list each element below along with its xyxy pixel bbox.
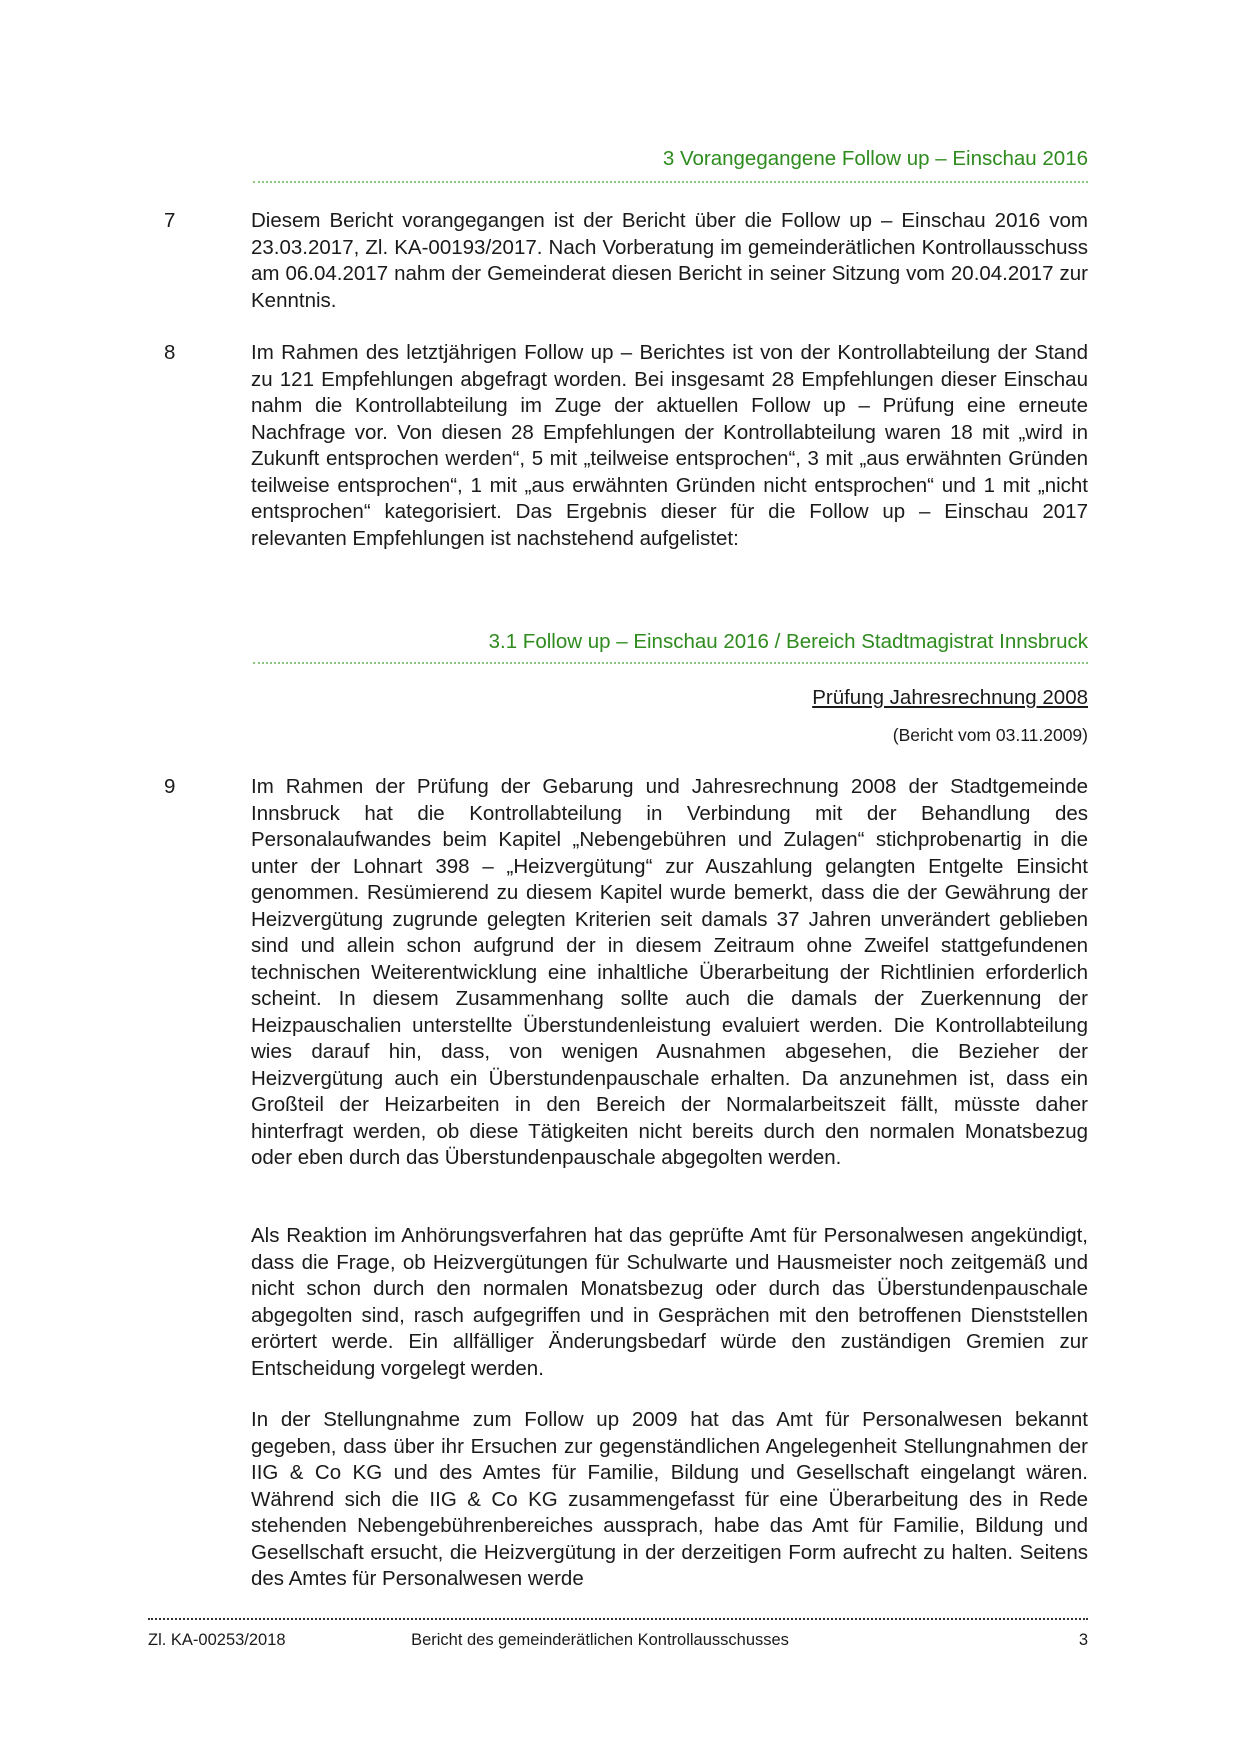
paragraph-9-text: Im Rahmen der Prüfung der Gebarung und Jahresrechnung 2008 der Stadtgemeinde Innsbruck hat die Kontrollabteilung in Verbindung mit der Behandlung des Personalaufwandes beim Kapitel „Nebengebühren und Zulagen“ stichprobenartig in die unter der Lohnart 398 – „Heizvergütung“ zur Auszahlung gelangten Entgelte Einsicht genommen. Resümierend zu diesem Kapitel wurde bemerkt, dass die der Gewährung der Heizvergütung zugrunde gelegten Kriterien seit damals 37 Jahren unverändert geblieben sind und allein schon aufgrund der in diesem Zeitraum ohne Zweifel stattgefundenen technischen Weiterentwicklung eine inhaltliche Überarbeitung der Richtlinien erforderlich scheint. In diesem Zusammenhang sollte auch die damals der Zuerkennung der Heizpauschalien unterstellte Überstundenleistung evaluiert werden. Die Kontrollabteilung wies darauf hin, dass, von wenigen Ausnahmen abgesehen, die Bezieher der Heizvergütung auch ein Überstundenpauschale erhalten. Da anzunehmen ist, dass ein Großteil der Heizarbeiten in den Bereich der Normalarbeitszeit fällt, müsste daher hinterfragt werden, ob diese Tätigkeiten nicht bereits durch den normalen Monatsbezug oder eben durch das Überstundenpauschale abgegolten werden.	[251, 775, 1088, 1169]
report-date-note: (Bericht vom 03.11.2009)	[892, 725, 1088, 745]
footer-rule	[148, 1618, 1088, 1620]
section-heading-3: 3 Vorangegangene Follow up – Einschau 2016	[662, 147, 1088, 170]
paragraph-statement-text: In der Stellungnahme zum Follow up 2009 hat das Amt für Personalwesen bekannt gegeben, dass über ihr Ersuchen zur gegenständlichen Angelegenheit Stellungnahmen der IIG & Co KG und des Amtes für Familie, Bildung und Gesellschaft eingelangt wären. Während sich die IIG & Co KG zusammengefasst für eine Überarbeitung des in Rede stehenden Nebengebührenbereiches aussprach, habe das Amt für Familie, Bildung und Gesellschaft ersucht, die Heizvergütung in der derzeitigen Form aufrecht zu halten. Seitens des Amtes für Personalwesen werde	[251, 1408, 1088, 1590]
section-heading-3-1: 3.1 Follow up – Einschau 2016 / Bereich Stadtmagistrat Innsbruck	[488, 630, 1088, 653]
paragraph-number-9: 9	[164, 775, 176, 798]
section-heading-rule	[253, 181, 1088, 183]
footer-reference: Zl. KA-00253/2018	[148, 1631, 286, 1649]
section-heading-rule	[253, 662, 1088, 664]
paragraph-number-8: 8	[164, 341, 176, 364]
paragraph-number-7: 7	[164, 209, 176, 232]
paragraph-7-text: Diesem Bericht vorangegangen ist der Bericht über die Follow up – Einschau 2016 vom 23.03.2017, Zl. KA-00193/2017. Nach Vorberatung im gemeinderätlichen Kontrollausschuss am 06.04.2017 nahm der Gemeinderat diesen Bericht in seiner Sitzung vom 20.04.2017 zur Kenntnis.	[251, 209, 1088, 312]
paragraph-8-text: Im Rahmen des letztjährigen Follow up – Berichtes ist von der Kontrollabteilung der Stand zu 121 Empfehlungen abgefragt worden. Bei insgesamt 28 Empfehlungen dieser Einschau nahm die Kontrollabteilung im Zuge der aktuellen Follow up – Prüfung eine erneute Nachfrage vor. Von diesen 28 Empfehlungen der Kontrollabteilung waren 18 mit „wird in Zukunft entsprochen werden“, 5 mit „teilweise entsprochen“, 3 mit „aus erwähnten Gründen teilweise entsprochen“, 1 mit „aus erwähnten Gründen nicht entsprochen“ und 1 mit „nicht entsprochen“ kategorisiert. Das Ergebnis dieser für die Follow up – Einschau 2017 relevanten Empfehlungen ist nachstehend aufgelistet:	[251, 341, 1088, 550]
footer-title: Bericht des gemeinderätlichen Kontrollausschusses	[411, 1631, 789, 1649]
paragraph-reaction-text: Als Reaktion im Anhörungsverfahren hat das geprüfte Amt für Personalwesen angekündigt, dass die Frage, ob Heizvergütungen für Schulwarte und Hausmeister noch zeitgemäß und nicht schon durch den normalen Monatsbezug oder durch das Überstundenpauschale abgegolten sind, rasch aufgegriffen und in Gesprächen mit den betroffenen Dienststellen erörtert werde. Ein allfälliger Änderungsbedarf würde den zuständigen Gremien zur Entscheidung vorgelegt werden.	[251, 1224, 1088, 1380]
page-number: 3	[1078, 1631, 1088, 1649]
subsection-title: Prüfung Jahresrechnung 2008	[812, 686, 1088, 709]
